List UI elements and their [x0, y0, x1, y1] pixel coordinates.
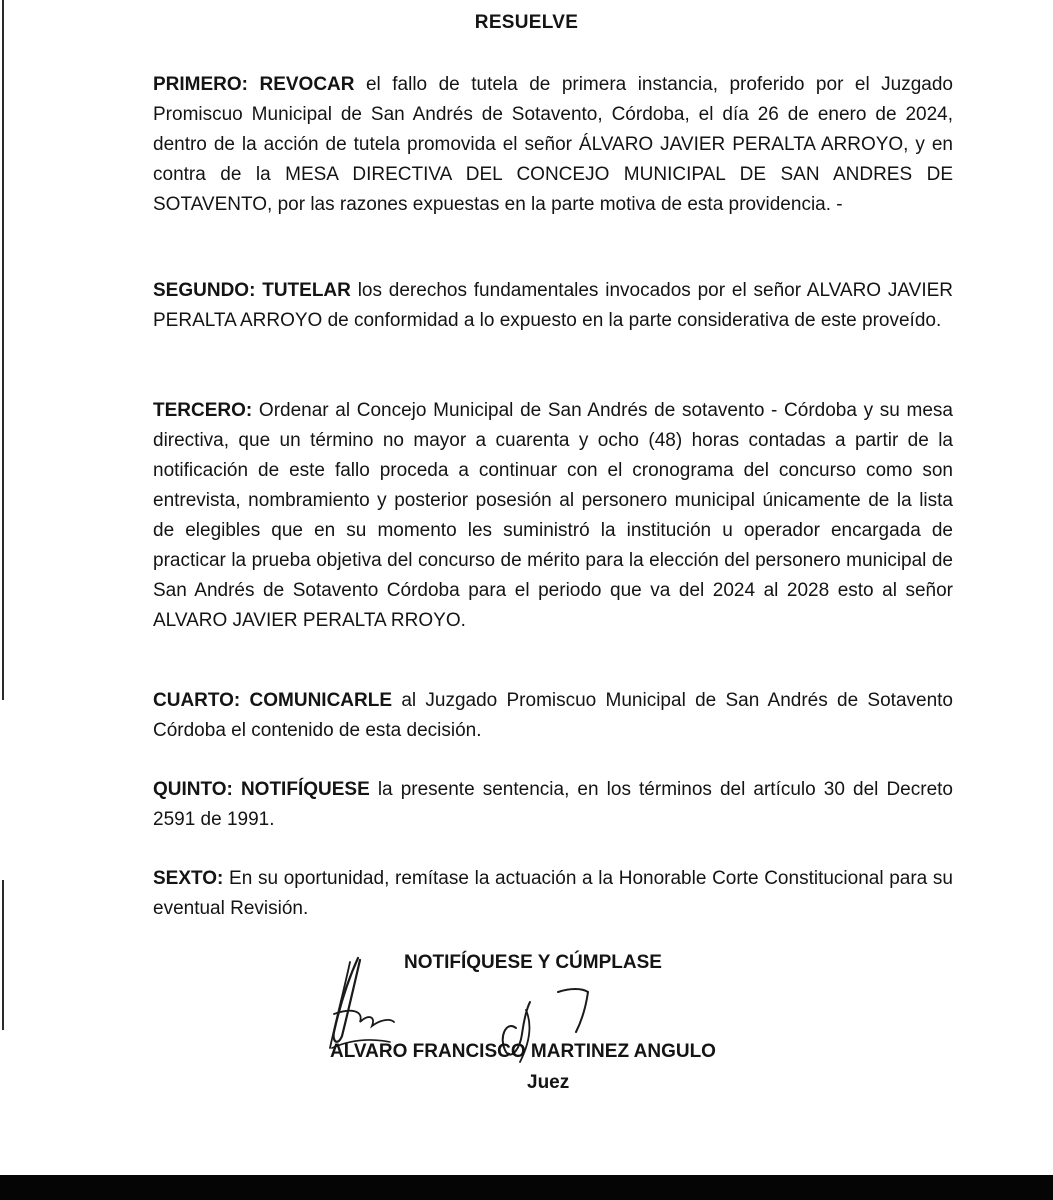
paragraph-lead: SEXTO:	[153, 868, 224, 889]
scan-bottom-band	[0, 1175, 1053, 1200]
resolution-segundo	[153, 276, 953, 336]
scan-edge-line	[2, 880, 4, 1030]
resolution-sexto	[153, 864, 953, 924]
scan-edge-line	[2, 0, 4, 700]
paragraph-lead: TERCERO:	[153, 400, 253, 421]
paragraph-lead: SEGUNDO: TUTELAR	[153, 280, 351, 301]
judge-name: ALVARO FRANCISCO MARTINEZ ANGULO	[330, 1041, 716, 1062]
paragraph-text: los derechos fundamentales invocados por el señor ALVARO JAVIER PERALTA ARROYO de conformidad a lo expuesto en la parte considerativa de este proveído.	[153, 280, 953, 331]
paragraph-lead: CUARTO: COMUNICARLE	[153, 690, 393, 711]
resolution-cuarto	[153, 686, 953, 746]
closing-formula: NOTIFÍQUESE Y CÚMPLASE	[404, 952, 662, 973]
paragraph-text: En su oportunidad, remítase la actuación a la Honorable Corte Constitucional para su eventual Revisión.	[153, 868, 953, 919]
paragraph-text: Ordenar al Concejo Municipal de San Andrés de sotavento - Córdoba y su mesa directiva, que un término no mayor a cuarenta y ocho (48) horas contadas a partir de la notificación de este fallo proceda a continuar con el cronograma del concurso como son entrevista, nombramiento y posterior posesión al personero municipal únicamente de la lista de elegibles que en su momento les suministró la institución u operador encargada de practicar la prueba objetiva del concurso de mérito para la elección del personero municipal de San Andrés de Sotavento Córdoba para el periodo que va del 2024 al 2028 esto al señor ALVARO JAVIER PERALTA RROYO.	[153, 400, 953, 631]
resolution-tercero	[153, 396, 953, 636]
paragraph-text: la presente sentencia, en los términos del artículo 30 del Decreto 2591 de 1991.	[153, 779, 953, 830]
paragraph-text: al Juzgado Promiscuo Municipal de San Andrés de Sotavento Córdoba el contenido de esta decisión.	[153, 690, 953, 741]
paragraph-lead: QUINTO: NOTIFÍQUESE	[153, 779, 370, 800]
paragraph-lead: PRIMERO: REVOCAR	[153, 74, 355, 95]
judge-role: Juez	[527, 1072, 570, 1093]
section-heading: RESUELVE	[474, 12, 579, 33]
paragraph-text: el fallo de tutela de primera instancia, proferido por el Juzgado Promiscuo Municipal de San Andrés de Sotavento, Córdoba, el día 26 de enero de 2024, dentro de la acción de tutela promovida el señor ÁLVARO JAVIER PERALTA ARROYO, y en contra de la MESA DIRECTIVA DEL CONCEJO MUNICIPAL DE SAN ANDRES DE SOTAVENTO, por las razones expuestas en la parte motiva de esta providencia. -	[153, 74, 953, 215]
resolution-primero	[153, 70, 953, 220]
resolution-quinto	[153, 775, 953, 835]
